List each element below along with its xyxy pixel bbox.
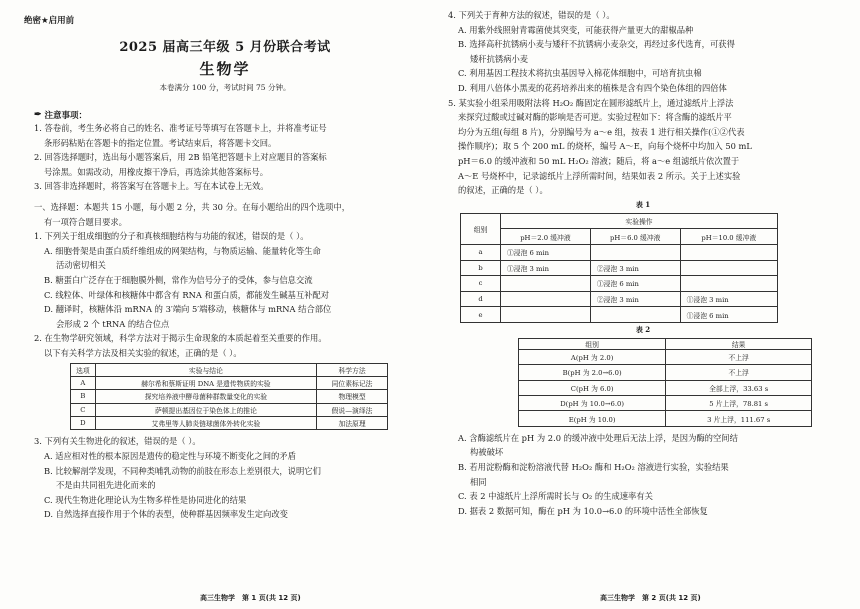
table-row <box>519 411 812 426</box>
table-cell <box>680 276 777 292</box>
table2 <box>518 338 812 427</box>
table-row <box>461 244 778 260</box>
table-row <box>71 390 388 403</box>
table-row <box>519 365 812 380</box>
table-cell: D <box>71 417 96 430</box>
table-cell: 萨顿提出基因位于染色体上的推论 <box>95 403 316 416</box>
table-cell: a <box>461 244 501 260</box>
text-line: 相同 <box>470 476 487 487</box>
text-line: 5. 某实验小组采用吸附法将 H₂O₂ 酶固定在圆形滤纸片上，通过滤纸片上浮法 <box>448 97 734 108</box>
table-row <box>71 376 388 389</box>
left-text-block-2 <box>34 434 416 522</box>
table-cell: ②浸泡 3 min <box>590 291 680 307</box>
table-cell: d <box>461 291 501 307</box>
text-line: A～E 号烧杯中，记录滤纸片上浮所需时间，结果如表 2 所示。关于上述实验 <box>458 170 741 181</box>
table-cell <box>501 291 591 307</box>
table-cell: ①浸泡 6 min <box>680 307 777 323</box>
text-line: 的叙述，正确的是（ ）。 <box>458 185 548 196</box>
table-row <box>461 291 778 307</box>
text-line: 4. 下列关于育种方法的叙述，错误的是（ ）。 <box>448 10 615 20</box>
table-cell: ①浸泡 3 min <box>501 260 591 276</box>
notice-heading <box>34 109 416 121</box>
table-cell: b <box>461 260 501 276</box>
table-cell: B <box>71 390 96 403</box>
table-cell: D(pH 为 10.0→6.0) <box>519 396 666 411</box>
table-cell <box>590 244 680 260</box>
text-line: A. 含酶滤纸片在 pH 为 2.0 的缓冲液中处理后无法上浮，是因为酶的空间结 <box>458 432 738 443</box>
text-line: 3. 回答非选择题时，将答案写在答题卡上。写在本试卷上无效。 <box>34 181 269 192</box>
table-row <box>461 276 778 292</box>
table-cell: B(pH 为 2.0→6.0) <box>519 365 666 380</box>
table-cell: ②浸泡 3 min <box>590 260 680 276</box>
text-line: 1. 答卷前，考生务必将自己的姓名、准考证号等填写在答题卡上，并将准考证号 <box>34 123 327 133</box>
table-cell: 探究培养液中酵母菌种群数量变化的实验 <box>95 390 316 403</box>
text-line: 2. 回答选择题时，选出每小题答案后，用 2B 铅笔把答题卡上对应题目的答案标 <box>34 152 327 163</box>
table-cell: 赫尔希和蔡斯证明 DNA 是遗传物质的实验 <box>95 376 316 389</box>
text-line: A. 细胞骨架是由蛋白质纤维组成的网架结构，与物质运输、能量转化等生命 <box>44 245 321 256</box>
table-row <box>461 307 778 323</box>
text-line: 来探究过酸或过碱对酶的影响是否可逆。实验过程如下：将含酶的滤纸片平 <box>458 112 732 123</box>
table-cell: c <box>461 276 501 292</box>
text-line: 会形成 2 个 tRNA 的结合位点 <box>56 318 170 329</box>
text-line: 均分为五组(每组 8 片)，分别编号为 a～e 组，按表 1 进行相关操作(①②代表 <box>458 126 745 137</box>
table-cell: 不上浮 <box>666 349 812 364</box>
table-header-cell: pH＝2.0 缓冲液 <box>501 229 591 245</box>
text-line: C. 线粒体、叶绿体和核糖体中都含有 RNA 和蛋白质，都能发生碱基互补配对 <box>44 289 330 300</box>
table-cell <box>680 244 777 260</box>
table-row <box>71 417 388 430</box>
table-cell: A(pH 为 2.0) <box>519 349 666 364</box>
table-cell <box>501 307 591 323</box>
text-line: 矮秆抗锈病小麦 <box>470 53 529 64</box>
text-line: C. 现代生物进化理论认为生物多样性是协同进化的结果 <box>44 494 247 505</box>
text-line: C. 表 2 中滤纸片上浮所需时长与 O₂ 的生成速率有关 <box>458 491 653 502</box>
table-cell: 假说—演绎法 <box>317 403 388 416</box>
table-cell: E(pH 为 10.0) <box>519 411 666 426</box>
text-line: 2. 在生物学研究领域，科学方法对于揭示生命现象的本质起着至关重要的作用。 <box>34 333 327 344</box>
q2-table <box>70 363 388 431</box>
table-cell: 物理模型 <box>317 390 388 403</box>
table-header-cell: 结果 <box>666 338 812 349</box>
text-line: D. 自然选择直接作用于个体的表型，使种群基因频率发生定向改变 <box>44 509 288 520</box>
text-line: 活动密切相关 <box>56 260 106 271</box>
table-cell: 艾弗里等人肺炎链球菌体外转化实验 <box>95 417 316 430</box>
text-line: 1. 下列关于组成细胞的分子和真核细胞结构与功能的叙述，错误的是（ ）。 <box>34 231 309 242</box>
table-cell: 同位素标记法 <box>317 376 388 389</box>
text-line: 不是由共同祖先进化而来的 <box>56 480 156 491</box>
notice-heading-label: 注意事项： <box>44 111 88 121</box>
table-cell: 全部上浮，33.63 s <box>666 380 812 395</box>
table-cell: 3 片上浮，111.67 s <box>666 411 812 426</box>
text-line: 一、选择题：本题共 15 小题，每小题 2 分，共 30 分。在每小题给出的四个选项中， <box>34 201 351 212</box>
table-header-cell: pH＝10.0 缓冲液 <box>680 229 777 245</box>
table-cell: C <box>71 403 96 416</box>
table-cell: ①浸泡 3 min <box>680 291 777 307</box>
text-line: 条形码粘贴在答题卡的指定位置。考试结束后，将答题卡交回。 <box>44 137 277 148</box>
table1-op-header: 实验操作 <box>501 213 778 229</box>
table1-group-header: 组别 <box>461 213 501 244</box>
right-text-block <box>448 8 838 198</box>
page-footer-2: 高三生物学 第 2 页(共 12 页) <box>600 594 701 602</box>
text-line: 以下有关科学方法及相关实验的叙述，正确的是（ ）。 <box>44 347 242 358</box>
pen-icon: ✒ <box>34 110 42 120</box>
table-header-cell: 组别 <box>519 338 666 349</box>
exam-title: 2025 届高三年级 5 月份联合考试 <box>119 40 331 55</box>
table-cell: A <box>71 376 96 389</box>
text-line: B. 糖蛋白广泛存在于细胞膜外侧，常作为信号分子的受体，参与信息交流 <box>44 274 313 285</box>
text-line: A. 用紫外线照射青霉菌使其突变，可能获得产量更大的甜椒品种 <box>458 24 694 35</box>
table-row <box>519 396 812 411</box>
text-line: D. 翻译时，核糖体沿 mRNA 的 3′端向 5′端移动，核糖体与 mRNA 结合部位 <box>44 304 332 315</box>
table1-caption: 表 1 <box>635 199 651 209</box>
page-footer: 高三生物学 第 1 页(共 12 页) <box>200 594 301 602</box>
text-line: B. 若用淀粉酶和淀粉溶液代替 H₂O₂ 酶和 H₂O₂ 溶液进行实验，实验结果 <box>458 462 729 473</box>
text-line: A. 适应相对性的根本原因是遗传的稳定性与环境不断变化之间的矛盾 <box>44 451 296 462</box>
text-line: B. 比较解剖学发现，不同种类哺乳动物的前肢在形态上差别很大，说明它们 <box>44 465 321 476</box>
table-cell: 加法原理 <box>317 417 388 430</box>
table-cell <box>501 276 591 292</box>
table-header-cell: pH＝6.0 缓冲液 <box>590 229 680 245</box>
table-header-cell: 实验与结论 <box>95 363 316 376</box>
text-line: 操作顺序)；取 5 个 200 mL 的烧杯，编号 A～E，向每个烧杯中均加入 50 mL <box>458 141 752 152</box>
table-header-cell: 科学方法 <box>317 363 388 376</box>
table1 <box>460 213 778 323</box>
subject-title: 生物学 <box>199 60 251 78</box>
table-row <box>519 380 812 395</box>
exam-meta: 本卷满分 100 分，考试时间 75 分钟。 <box>159 83 291 92</box>
text-line: pH＝6.0 的缓冲液和 50 mL H₂O₂ 溶液；随后，将 a～e 组滤纸片依次置于 <box>458 155 740 166</box>
table-cell: C(pH 为 6.0) <box>519 380 666 395</box>
text-line: C. 利用基因工程技术将抗虫基因导入棉花体细胞中，可培育抗虫棉 <box>458 68 702 79</box>
text-line: D. 利用八倍体小黑麦的花药培养出来的植株是含有四个染色体组的四倍体 <box>458 82 727 93</box>
table2-caption: 表 2 <box>635 324 651 334</box>
text-line: B. 选择高秆抗锈病小麦与矮秆不抗锈病小麦杂交，再经过多代选育，可获得 <box>458 39 735 50</box>
table-cell: ①浸泡 6 min <box>501 244 591 260</box>
table-cell: ①浸泡 6 min <box>590 276 680 292</box>
table-cell: 不上浮 <box>666 365 812 380</box>
text-line: 有一项符合题目要求。 <box>44 216 127 227</box>
left-text-block <box>34 121 416 361</box>
text-line: 构被破坏 <box>470 447 504 458</box>
right-page <box>430 0 860 609</box>
table-cell <box>680 260 777 276</box>
text-line: 3. 下列有关生物进化的叙述，错误的是（ ）。 <box>34 436 201 447</box>
right-text-block-2 <box>448 431 838 519</box>
table-cell <box>590 307 680 323</box>
table-row <box>461 260 778 276</box>
table-row <box>519 349 812 364</box>
table-row <box>71 403 388 416</box>
text-line: 号涂黑。如需改动，用橡皮擦干净后，再选涂其他答案标号。 <box>44 166 269 177</box>
table-cell: 5 片上浮，78.81 s <box>666 396 812 411</box>
confidential-mark: 绝密★启用前 <box>24 16 75 26</box>
table-header-cell: 选项 <box>71 363 96 376</box>
table-cell: e <box>461 307 501 323</box>
text-line: D. 据表 2 数据可知，酶在 pH 为 10.0→6.0 的环境中活性全部恢复 <box>458 505 708 516</box>
